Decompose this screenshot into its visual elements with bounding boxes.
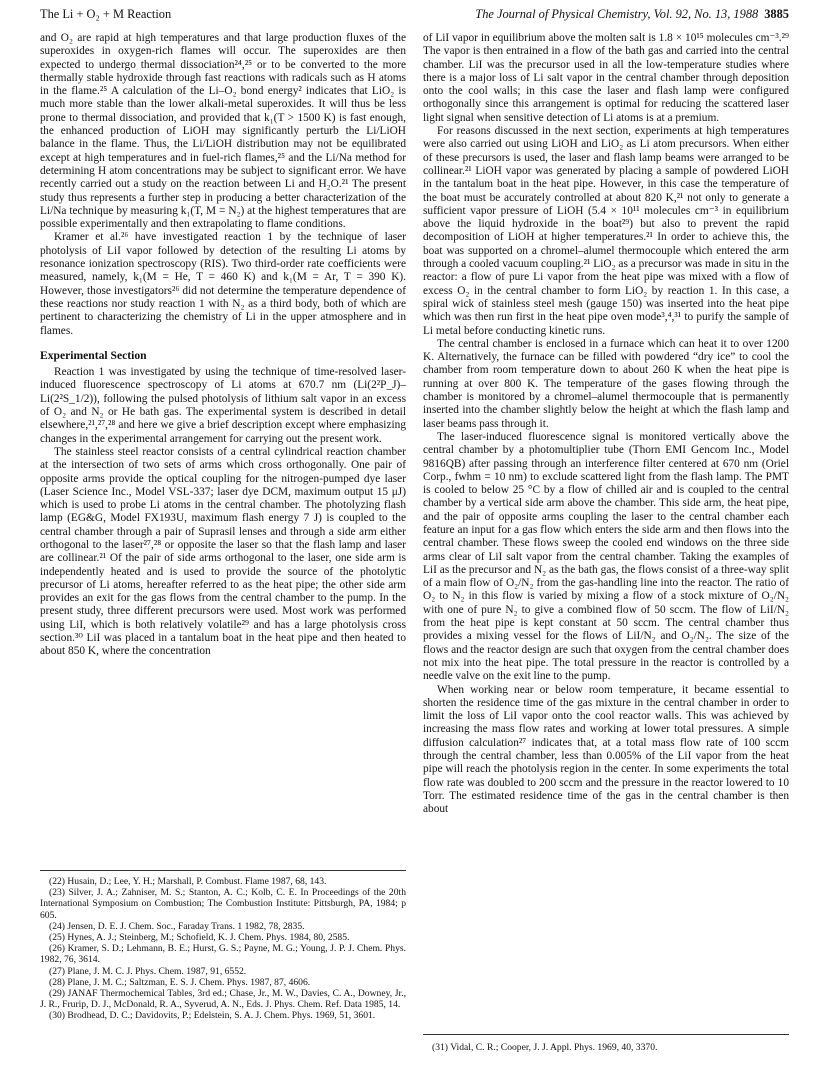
footnote: (25) Hynes, A. J.; Steinberg, M.; Schofield, K. J. Chem. Phys. 1984, 80, 2585. xyxy=(49,932,350,944)
footnote: (29) JANAF Thermochemical Tables, 3rd ed.; Chase, Jr., M. W., Davies, C. A., Downey, Jr., J. R., Frurip, D. J., McDonald, R. A., Syverud, A. N., Eds. J. Phys. Chem. Ref. Data 1985, 14. xyxy=(40,988,406,1011)
paragraph: Reaction 1 was investigated by using the technique of time-resolved laser-induced fluorescence spectroscopy of Li atoms at 670.7 nm (Li(2²P_J)–Li(2²S_1/2)), following the pulsed photolysis of lithium salt vapor in an excess of O₂ and N₂ or He bath gas. The experimental system is described in detail elsewhere,²¹,²⁷,²⁸ and here we give a brief description except where emphasizing changes in the experimental arrangement for carrying out the present work. xyxy=(40,366,406,445)
paragraph: The stainless steel reactor consists of a central cylindrical reaction chamber at the intersection of two sets of arms which cross orthogonally. One pair of opposite arms provide the optical coupling for the nitrogen-pumped dye laser (Laser Science Inc., Model VSL-337; laser dye DCM, maximum output 15 μJ) which is used to probe Li atoms in the central chamber. The photolyzing flash lamp (EG&G, Model FX193U, maximum flash energy 7 J) is coupled to the central chamber through a pair of Suprasil lenses and through a side arm either orthogonal to the laser²⁷,²⁸ or opposite the laser so that the flash lamp and laser are collinear.²¹ Of the pair of side arms orthogonal to the laser, one side arm is independently heated and is used to provide the source of the photolytic precursor of Li atoms, hereafter referred to as the heat pipe; the other side arm provides an exit for the gas flows from the central chamber to the pump. In the present study, three different precursors were used. Most work was performed using LiI, which is both relatively volatile²⁹ and has a large photolysis cross section.³⁰ LiI was placed in a tantalum boat in the heat pipe and then heated to about 850 K, where the concentration xyxy=(40,445,406,658)
footnote: (28) Plane, J. M. C.; Saltzman, E. S. J. Chem. Phys. 1987, 87, 4606. xyxy=(49,976,311,988)
footnote: (27) Plane, J. M. C. J. Phys. Chem. 1987, 91, 6552. xyxy=(49,965,247,977)
footnotes-left xyxy=(40,876,406,1022)
footnote: (30) Brodhead, D. C.; Davidovits, P.; Edelstein, S. A. J. Chem. Phys. 1969, 51, 3601. xyxy=(49,1010,376,1022)
left-column xyxy=(40,32,406,659)
paragraph: When working near or below room temperature, it became essential to shorten the residence time of the gas mixture in the central chamber in order to limit the loss of LiI vapor onto the cool reactor walls. This was achieved by increasing the mass flow rates and working at lower total pressures. A simple diffusion calculation²⁷ indicates that, at a total mass flow rate of 100 sccm through the central chamber, less than 0.005% of the LiI vapor from the heat pipe will reach the photolysis region in the center. In some experiments the total flow rate was doubled to 200 sccm and the pressure in the reactor lowered to 10 Torr. The estimated residence time of the gas in the central chamber is then about xyxy=(423,683,789,816)
running-header xyxy=(40,7,789,27)
footnote-divider xyxy=(40,870,406,871)
running-title: The Li + O₂ + M Reaction xyxy=(40,7,172,21)
footnote: (31) Vidal, C. R.; Cooper, J. J. Appl. Phys. 1969, 40, 3370. xyxy=(432,1042,658,1053)
journal-name: The Journal of Physical Chemistry, Vol. 92, No. 13, 1988 xyxy=(475,7,759,21)
footnote: (22) Husain, D.; Lee, Y. H.; Marshall, P. Combust. Flame 1987, 68, 143. xyxy=(49,876,327,887)
paragraph: The central chamber is enclosed in a furnace which can heat it to over 1200 K. Alternatively, the furnace can be filled with powdered “dry ice” to cool the chamber from room temperature down to about 260 K when the heat pipe is running at over 800 K. The temperature of the gases flowing through the chamber is monitored by a chromel–alumel thermocouple that is permanently inserted into the chamber slightly below the height at which the flash lamp and laser beams pass through it. xyxy=(423,337,789,430)
footnotes-right xyxy=(423,1042,789,1053)
journal-citation xyxy=(475,7,789,22)
footnote-divider xyxy=(423,1034,789,1035)
section-heading: Experimental Section xyxy=(40,348,147,362)
paragraph: The laser-induced fluorescence signal is monitored vertically above the central chamber by a photomultiplier tube (Thorn EMI Gencom Inc., Model 9816QB) after passing through an interference filter centered at 670 nm (Oriel Corp., fwhm = 10 nm) to exclude scattered light from the flash lamp. The PMT is cooled to below 25 °C by a flow of chilled air and is coupled to the central chamber by a vertical side arm above the chamber. This side arm, the heat pipe, and the pair of opposite arms coupling the laser to the central chamber each feature an input for a gas flow which enters the side arm and then flows into the central chamber. These flows sweep the cooled end windows on the three side arms clear of LiI salt vapor from the central chamber. Taking the examples of LiI as the precursor and N₂ as the bath gas, the flows consist of a three-way split of a main flow of O₂/N₂ from the gas-handling line into the reactor. The ratio of O₂ to N₂ in this flow is varied by mixing a flow of a stock mixture of O₂/N₂ with one of pure N₂ to give a combined flow of 50 sccm. The flow of LiI/N₂ from the heat pipe is kept constant at 50 sccm. The central chamber thus provides a mixing vessel for the flows of LiI/N₂ and O₂/N₂. The size of the flows and the reactor design are such that oxygen from the central chamber does not mix into the heat pipe. The total pressure in the reactor is controlled by a needle valve on the exit line to the pump. xyxy=(423,430,789,683)
footnote: (24) Jensen, D. E. J. Chem. Soc., Faraday Trans. 1 1982, 78, 2835. xyxy=(49,920,305,932)
footnote: (26) Kramer, S. D.; Lehmann, B. E.; Hurst, G. S.; Payne, M. G.; Young, J. P. J. Chem. Phys. 1982, 76, 3614. xyxy=(40,943,406,966)
paragraph: Kramer et al.²⁶ have investigated reaction 1 by the technique of laser photolysis of LiI vapor followed by detection of the resulting Li atoms by resonance ionization spectroscopy (RIS). Two third-order rate coefficients were measured, namely, k₁(M = He, T = 460 K) and k₁(M = Ar, T = 390 K). However, those investigators²⁶ did not determine the temperature dependence of these reactions nor study reaction 1 with N₂ as a third body, both of which are pertinent to characterizing the chemistry of Li in the upper atmosphere and in flames. xyxy=(40,231,406,337)
paragraph: For reasons discussed in the next section, experiments at high temperatures were also carried out using LiOH and LiO₂ as Li atom precursors. When either of these precursors is used, the laser and flash lamp beams were arranged to be collinear.²¹ LiOH vapor was generated by placing a sample of powdered LiOH in the tantalum boat in the heat pipe. However, in this case the temperature of the boat must be accurately controlled at about 820 K,²¹ not only to generate a sufficient vapor pressure of LiOH (5.4 × 10¹¹ molecules cm⁻³ in equilibrium above the liquid hydroxide in the boat²⁹) but also to prevent the rapid decomposition of LiOH at higher temperatures.²¹ In order to achieve this, the boat was supported on a chromel–alumel thermocouple which entered the arm through a cooled vacuum coupling.²¹ LiO₂ as a precursor was made in situ in the reactor: a flow of pure Li vapor from the heat pipe was mixed with a flow of excess O₂ in the central chamber to form LiO₂ by reaction 1. In this case, a spiral wick of stainless steel mesh (gauge 150) was inserted into the heat pipe which was then run first in the heat pipe oven mode³,⁴,³¹ to purify the sample of Li metal before conducting kinetic runs. xyxy=(423,125,789,337)
paragraph: and O₂ are rapid at high temperatures and that large production fluxes of the superoxides in oxygen-rich flames will occur. The superoxides are then expected to undergo thermal dissociation²⁴,²⁵ or to be converted to the more thermally stable hydroxide through fast reactions with radicals such as H atoms in the flame.²⁵ A calculation of the Li–O₂ bond energy² indicates that LiO₂ is much more stable than the lower alkali-metal superoxides. It will thus be less prone to thermal dissociation, and provided that k₁(T > 1500 K) is fast enough, the enhanced production of LiOH may significantly perturb the Li/LiOH balance in the flame. Thus, the Li/LiOH distribution may not be equilibrated except at high temperatures and in fuel-rich flames,²⁵ and the Li/Na method for determining H atom concentrations may be subject to significant error. We have recently carried out a study on the reaction between Li and H₂O.²¹ The present study thus represents a further step in producing a better characterization of the Li/Na technique by measuring k₁(T, M = N₂) at the highest temperatures that are possible experimentally and then extrapolating to flame conditions. xyxy=(40,32,406,231)
paragraph: of LiI vapor in equilibrium above the molten salt is 1.8 × 10¹⁵ molecules cm⁻³.²⁹ The vapor is then entrained in a flow of the bath gas and carried into the central chamber. LiI was the precursor used in all the low-temperature studies where there is a major loss of Li salt vapor in the central chamber through deposition onto the cool walls; in this case the laser and flash lamp were configured orthogonally since this arrangement is optimal for reducing the scattered laser light signal when sensitive detection of Li atoms is at a premium. xyxy=(423,32,789,124)
footnote: (23) Silver, J. A.; Zahniser, M. S.; Stanton, A. C.; Kolb, C. E. In Proceedings of the 20th International Symposium on Combustion; The Combustion Institute: Pittsburgh, PA, 1984; p 605. xyxy=(40,887,406,921)
right-column xyxy=(423,32,789,817)
page-number: 3885 xyxy=(764,7,789,21)
